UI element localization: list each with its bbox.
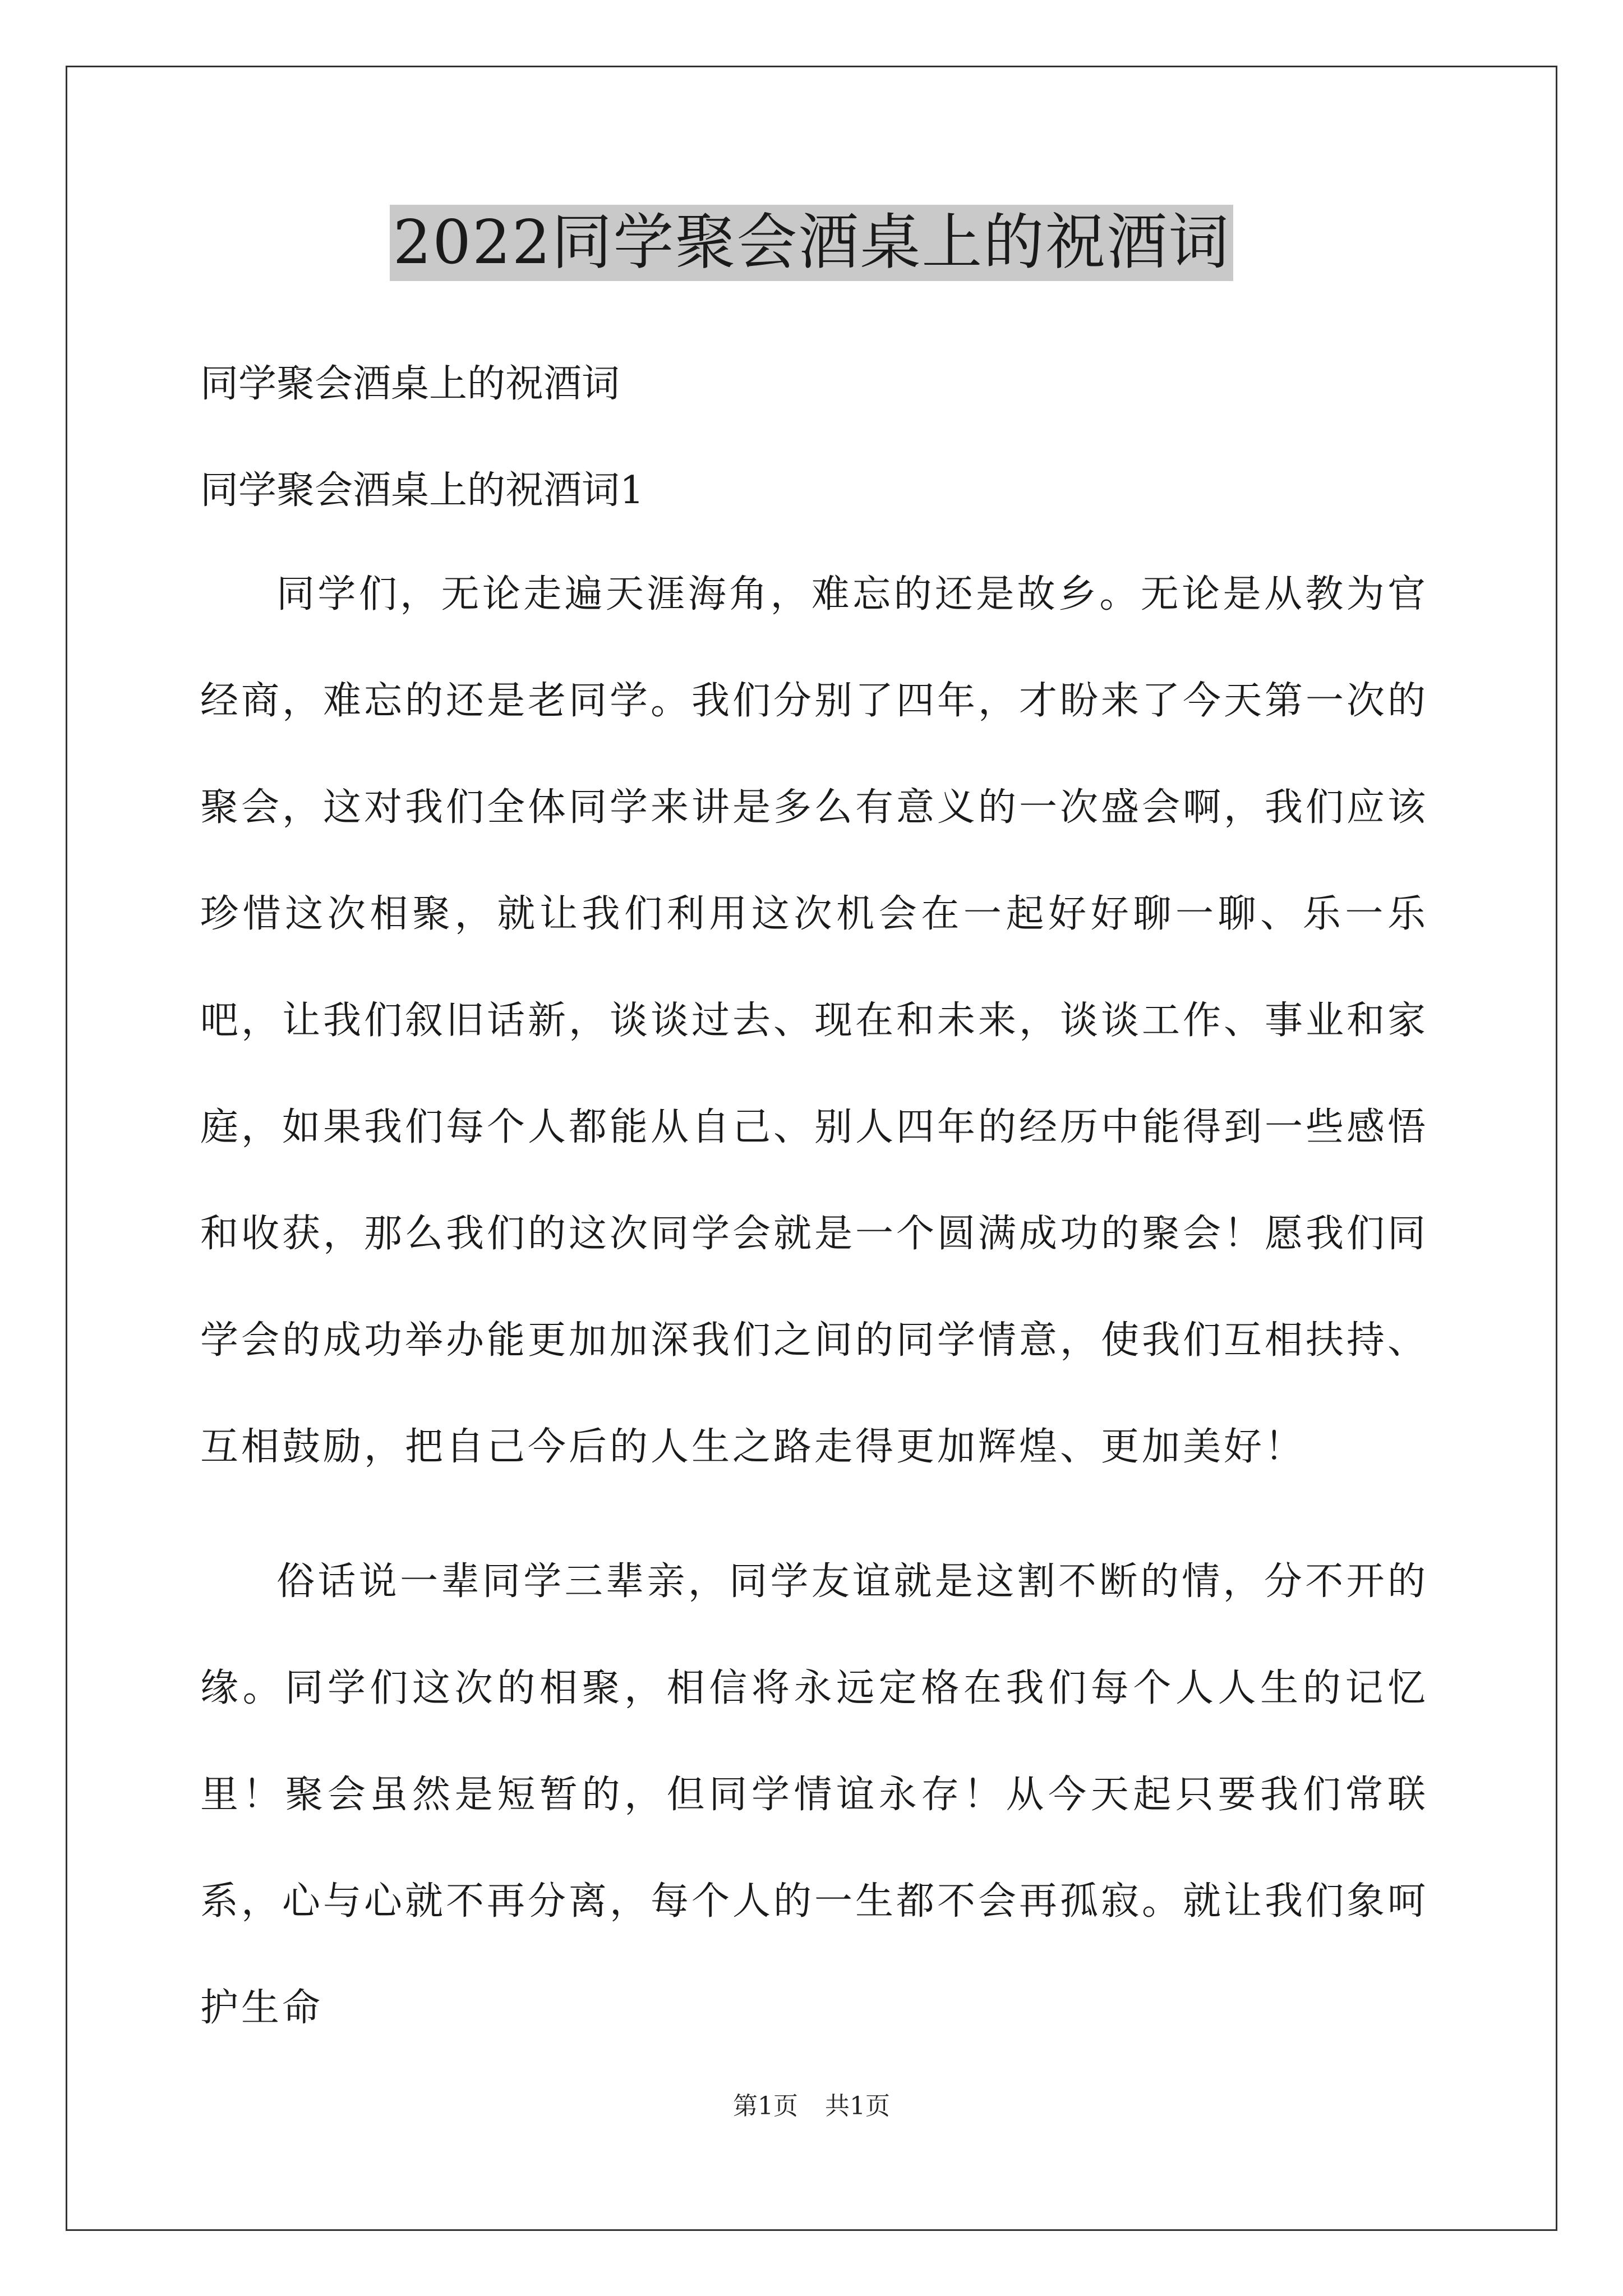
paragraph-2: 俗话说一辈同学三辈亲，同学友谊就是这割不断的情，分不开的缘。同学们这次的相聚，相信将永远定格在我们每个人人生的记忆里！聚会虽然是短暂的，但同学情谊永存！从今天起只要我们常联系，心与心就不再分离，每个人的一生都不会再孤寂。就让我们象呵护生命 [200, 1559, 1429, 2030]
page-number: 第1页 [733, 2092, 798, 2120]
subtitle: 同学聚会酒桌上的祝酒词 [200, 362, 620, 406]
page-total: 共1页 [825, 2092, 890, 2120]
title-container [0, 205, 1623, 281]
page-footer [0, 2090, 1623, 2123]
document-title: 2022同学聚会酒桌上的祝酒词 [390, 205, 1234, 281]
paragraph-1: 同学们，无论走遍天涯海角，难忘的还是故乡。无论是从教为官经商，难忘的还是老同学。我们分别了四年，才盼来了今天第一次的聚会，这对我们全体同学来讲是多么有意义的一次盛会啊，我们应该珍惜这次相聚，就让我们利用这次机会在一起好好聊一聊、乐一乐吧，让我们叙旧话新，谈谈过去、现在和未来，谈谈工作、事业和家庭，如果我们每个人都能从自己、别人四年的经历中能得到一些感悟和收获，那么我们的这次同学会就是一个圆满成功的聚会！愿我们同学会的成功举办能更加加深我们之间的同学情意，使我们互相扶持、互相鼓励，把自己今后的人生之路走得更加辉煌、更加美好！ [200, 572, 1429, 1469]
section-heading: 同学聚会酒桌上的祝酒词1 [200, 468, 644, 513]
